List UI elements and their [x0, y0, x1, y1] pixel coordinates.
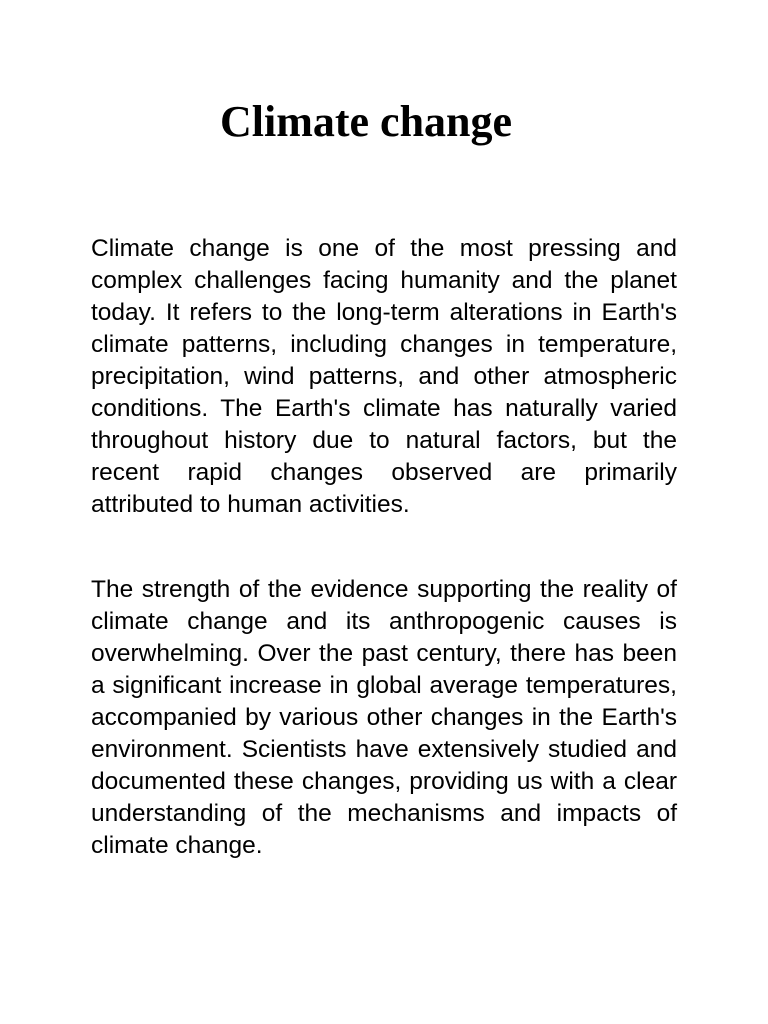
- body-paragraph-1: Climate change is one of the most pressing and complex challenges facing humanity and the planet today. It refers to the long-term alterations in Earth's climate patterns, including changes in temperature, precipitation, wind patterns, and other atmospheric conditions. The Earth's climate has naturally varied throughout history due to natural factors, but the recent rapid changes observed are primarily attributed to human activities.: [91, 235, 677, 518]
- body-paragraph-2: The strength of the evidence supporting the reality of climate change and its anthropogenic causes is overwhelming. Over the past century, there has been a significant increase in global average temperatures, accompanied by various other changes in the Earth's environment. Scientists have extensively studied and documented these changes, providing us with a clear understanding of the mechanisms and impacts of climate change.: [91, 576, 677, 859]
- page-title: Climate change: [220, 97, 513, 146]
